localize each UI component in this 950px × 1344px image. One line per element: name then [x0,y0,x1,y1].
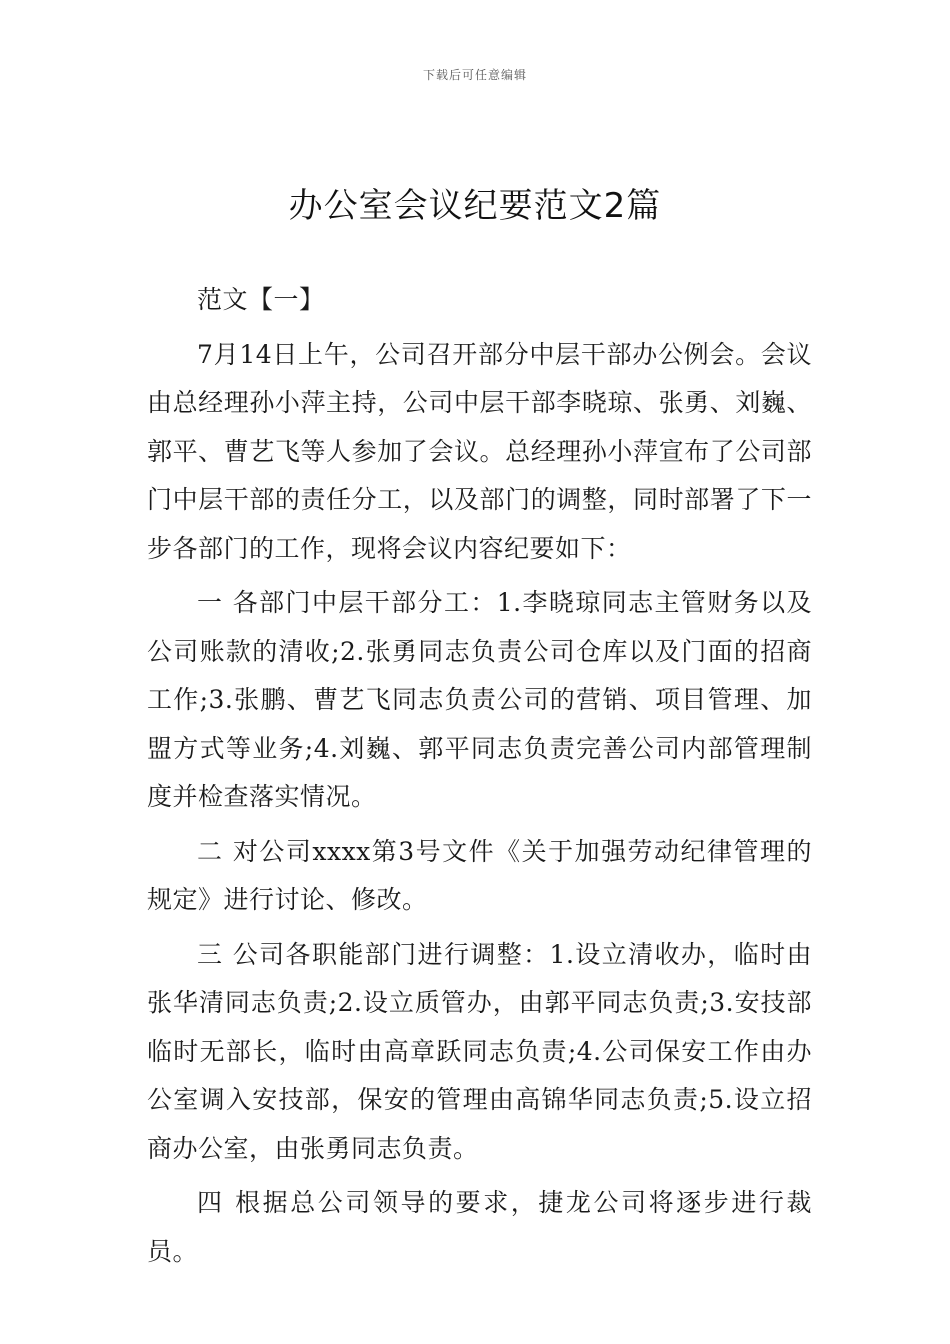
header-note: 下载后可任意编辑 [422,68,527,82]
paragraph-item-2: 二 对公司xxxx第3号文件《关于加强劳动纪律管理的规定》进行讨论、修改。 [147,836,812,914]
section-label: 范文【一】 [197,285,325,314]
document-body [147,276,812,1282]
paragraph-item-1: 一 各部门中层干部分工：1.李晓琼同志主管财务以及公司账款的清收;2.张勇同志负责公司仓库以及门面的招商工作;3.张鹏、曹艺飞同志负责公司的营销、项目管理、加盟方式等业务;4.刘巍、郭平同志负责完善公司内部管理制度并检查落实情况。 [147,588,812,811]
paragraph-item-4: 四 根据总公司领导的要求，捷龙公司将逐步进行裁员。 [147,1188,812,1266]
document-title: 办公室会议纪要范文2篇 [288,186,662,226]
paragraph-intro: 7月14日上午，公司召开部分中层干部办公例会。会议由总经理孙小萍主持，公司中层干部李晓琼、张勇、刘巍、郭平、曹艺飞等人参加了会议。总经理孙小萍宣布了公司部门中层干部的责任分工，以及部门的调整，同时部署了下一步各部门的工作，现将会议内容纪要如下： [147,339,812,563]
paragraph-item-3: 三 公司各职能部门进行调整：1.设立清收办，临时由张华清同志负责;2.设立质管办，由郭平同志负责;3.安技部临时无部长，临时由高章跃同志负责;4.公司保安工作由办公室调入安技部，保安的管理由高锦华同志负责;5.设立招商办公室，由张勇同志负责。 [147,939,812,1163]
